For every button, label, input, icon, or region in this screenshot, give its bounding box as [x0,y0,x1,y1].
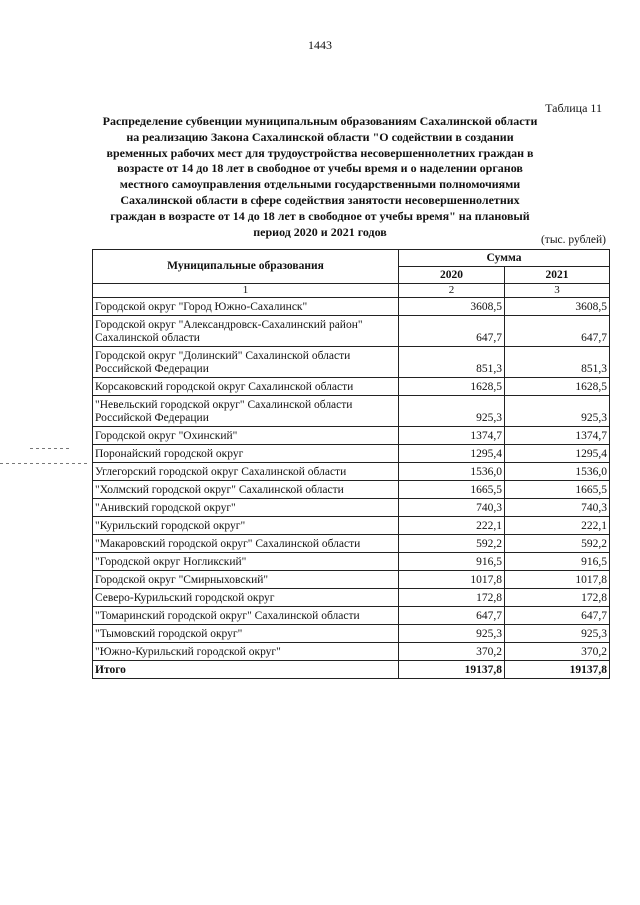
value-2020: 1295,4 [399,445,505,463]
value-2021: 1017,8 [505,571,610,589]
value-2021: 925,3 [505,625,610,643]
table-label: Таблица 11 [545,101,602,115]
value-2020: 925,3 [399,396,505,427]
value-2021: 916,5 [505,553,610,571]
value-2020: 1665,5 [399,481,505,499]
value-2020: 916,5 [399,553,505,571]
total-row [93,661,610,679]
table-row [93,607,610,625]
table-row [93,643,610,661]
table-row [93,427,610,445]
municipality-name: "Городской округ Ногликский" [93,553,399,571]
value-2021: 647,7 [505,316,610,347]
value-2020: 647,7 [399,607,505,625]
value-2020: 740,3 [399,499,505,517]
value-2020: 925,3 [399,625,505,643]
value-2020: 1374,7 [399,427,505,445]
scan-artifact [30,448,70,449]
value-2020: 647,7 [399,316,505,347]
municipality-name: Городской округ "Охинский" [93,427,399,445]
table-row [93,589,610,607]
value-2020: 3608,5 [399,298,505,316]
table-row [93,481,610,499]
value-2021: 1295,4 [505,445,610,463]
table-row [93,463,610,481]
table-row [93,445,610,463]
municipality-name: Северо-Курильский городской округ [93,589,399,607]
municipality-name: "Холмский городской округ" Сахалинской области [93,481,399,499]
value-2020: 592,2 [399,535,505,553]
table-row [93,571,610,589]
value-2021: 647,7 [505,607,610,625]
table-row [93,396,610,427]
municipality-name: Углегорский городской округ Сахалинской области [93,463,399,481]
document-title: Распределение субвенции муниципальным образованиям Сахалинской области на реализацию Закона Сахалинской области "О содействии в создании временных рабочих мест для трудоустройства несовершеннолетних граждан в возрасте от 14 до 18 лет в свободное от учебы время и о наделении органов местного самоуправления отдельными государственными полномочиями Сахалинской области в сфере содействия занятости несовершеннолетних граждан в возрасте от 14 до 18 лет в свободное от учебы время" на плановый период 2020 и 2021 годов [102,114,538,239]
table-row [93,316,610,347]
municipality-name: Поронайский городской округ [93,445,399,463]
table-row [93,517,610,535]
value-2020: 851,3 [399,347,505,378]
municipality-name: "Южно-Курильский городской округ" [93,643,399,661]
table-row [93,298,610,316]
municipality-name: "Невельский городской округ" Сахалинской области Российской Федерации [93,396,399,427]
municipality-name: Городской округ "Александровск-Сахалинский район" Сахалинской области [93,316,399,347]
subvention-table [92,249,610,679]
total-2021: 19137,8 [505,661,610,679]
value-2021: 1374,7 [505,427,610,445]
value-2021: 370,2 [505,643,610,661]
municipality-name: "Анивский городской округ" [93,499,399,517]
municipality-name: "Макаровский городской округ" Сахалинской области [93,535,399,553]
value-2021: 1628,5 [505,378,610,396]
column-number: 2 [399,284,505,298]
header-municipalities: Муниципальные образования [93,250,399,284]
table-row [93,499,610,517]
municipality-name: "Тымовский городской округ" [93,625,399,643]
value-2020: 370,2 [399,643,505,661]
municipality-name: Городской округ "Долинский" Сахалинской области Российской Федерации [93,347,399,378]
value-2021: 925,3 [505,396,610,427]
value-2021: 740,3 [505,499,610,517]
scan-artifact [0,463,90,464]
table-row [93,347,610,378]
value-2020: 1628,5 [399,378,505,396]
value-2021: 3608,5 [505,298,610,316]
value-2020: 172,8 [399,589,505,607]
column-number: 3 [505,284,610,298]
value-2021: 1665,5 [505,481,610,499]
municipality-name: Городской округ "Смирныховский" [93,571,399,589]
value-2020: 1017,8 [399,571,505,589]
value-2021: 592,2 [505,535,610,553]
value-2021: 1536,0 [505,463,610,481]
table-row [93,535,610,553]
column-number: 1 [93,284,399,298]
value-2021: 851,3 [505,347,610,378]
header-year-2020: 2020 [399,267,505,284]
total-label: Итого [93,661,399,679]
value-2020: 222,1 [399,517,505,535]
units-note: (тыс. рублей) [540,234,606,246]
table-body [93,298,610,661]
table-row [93,553,610,571]
value-2021: 222,1 [505,517,610,535]
page-number: 1443 [308,38,332,52]
total-2020: 19137,8 [399,661,505,679]
municipality-name: Корсаковский городской округ Сахалинской области [93,378,399,396]
table-row [93,625,610,643]
table-row [93,378,610,396]
municipality-name: Городской округ "Город Южно-Сахалинск" [93,298,399,316]
header-sum: Сумма [399,250,610,267]
municipality-name: "Томаринский городской округ" Сахалинской области [93,607,399,625]
header-year-2021: 2021 [505,267,610,284]
municipality-name: "Курильский городской округ" [93,517,399,535]
value-2020: 1536,0 [399,463,505,481]
value-2021: 172,8 [505,589,610,607]
